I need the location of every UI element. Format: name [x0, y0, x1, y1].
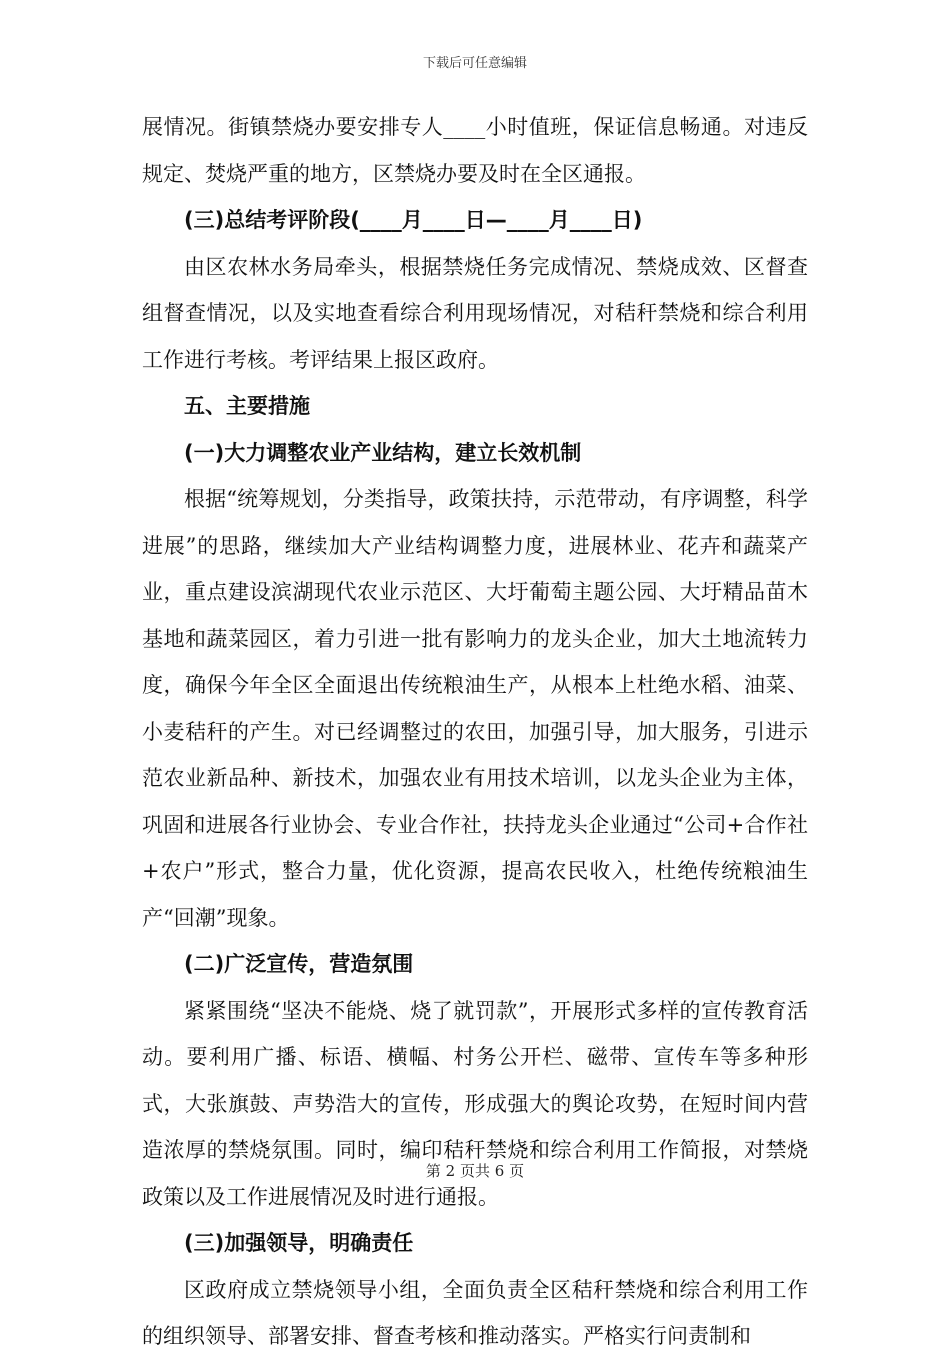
- paragraph-leadership: 区政府成立禁烧领导小组，全面负责全区秸秆禁烧和综合利用工作的组织领导、部署安排、督查考核和推动落实。严格实行问责制和: [142, 1277, 808, 1348]
- paragraph-publicity: 紧紧围绕“坚决不能烧、烧了就罚款”，开展形式多样的宣传教育活动。要利用广播、标语、横幅、村务公开栏、磁带、宣传车等多种形式，大张旗鼓、声势浩大的宣传，形成强大的舆论攻势，在短时间内营造浓厚的禁烧氛围。同时，编印秸秆禁烧和综合利用工作简报，对禁烧政策以及工作进展情况及时进行通报。: [142, 998, 808, 1209]
- subsection-heading-adjust-structure: (一)大力调整农业产业结构，建立长效机制: [184, 440, 582, 465]
- section-heading-main-measures: 五、主要措施: [184, 394, 310, 418]
- paragraph-adjust-structure: 根据“统筹规划，分类指导，政策扶持，示范带动，有序调整，科学进展”的思路，继续加大产业结构调整力度，进展林业、花卉和蔬菜产业，重点建设滨湖现代农业示范区、大圩葡萄主题公园、大圩精品苗木基地和蔬菜园区，着力引进一批有影响力的龙头企业，加大土地流转力度，确保今年全区全面退出传统粮油生产，从根本上杜绝水稻、油菜、小麦秸秆的产生。对已经调整过的农田，加强引导，加大服务，引进示范农业新品种、新技术，加强农业有用技术培训，以龙头企业为主体，巩固和进展各行业协会、专业合作社，扶持龙头企业通过“公司+合作社+农户”形式，整合力量，优化资源，提高农民收入，杜绝传统粮油生产“回潮”现象。: [142, 487, 808, 930]
- subsection-heading-publicity: (二)广泛宣传，营造氛围: [184, 952, 414, 976]
- page-header-note: 下载后可任意编辑: [422, 56, 527, 71]
- page-number-footer: 第 2 页共 6 页: [425, 1162, 525, 1180]
- paragraph-continuation: 展情况。街镇禁烧办要安排专人____小时值班，保证信息畅通。对违反规定、焚烧严重的地方，区禁烧办要及时在全区通报。: [142, 115, 808, 186]
- paragraph-evaluation: 由区农林水务局牵头，根据禁烧任务完成情况、禁烧成效、区督查组督查情况，以及实地查看综合利用现场情况，对秸秆禁烧和综合利用工作进行考核。考评结果上报区政府。: [142, 254, 808, 372]
- subsection-heading-leadership: (三)加强领导，明确责任: [184, 1231, 414, 1255]
- section-heading-summary-evaluation: (三)总结考评阶段(____月____日—____月____日): [184, 208, 643, 232]
